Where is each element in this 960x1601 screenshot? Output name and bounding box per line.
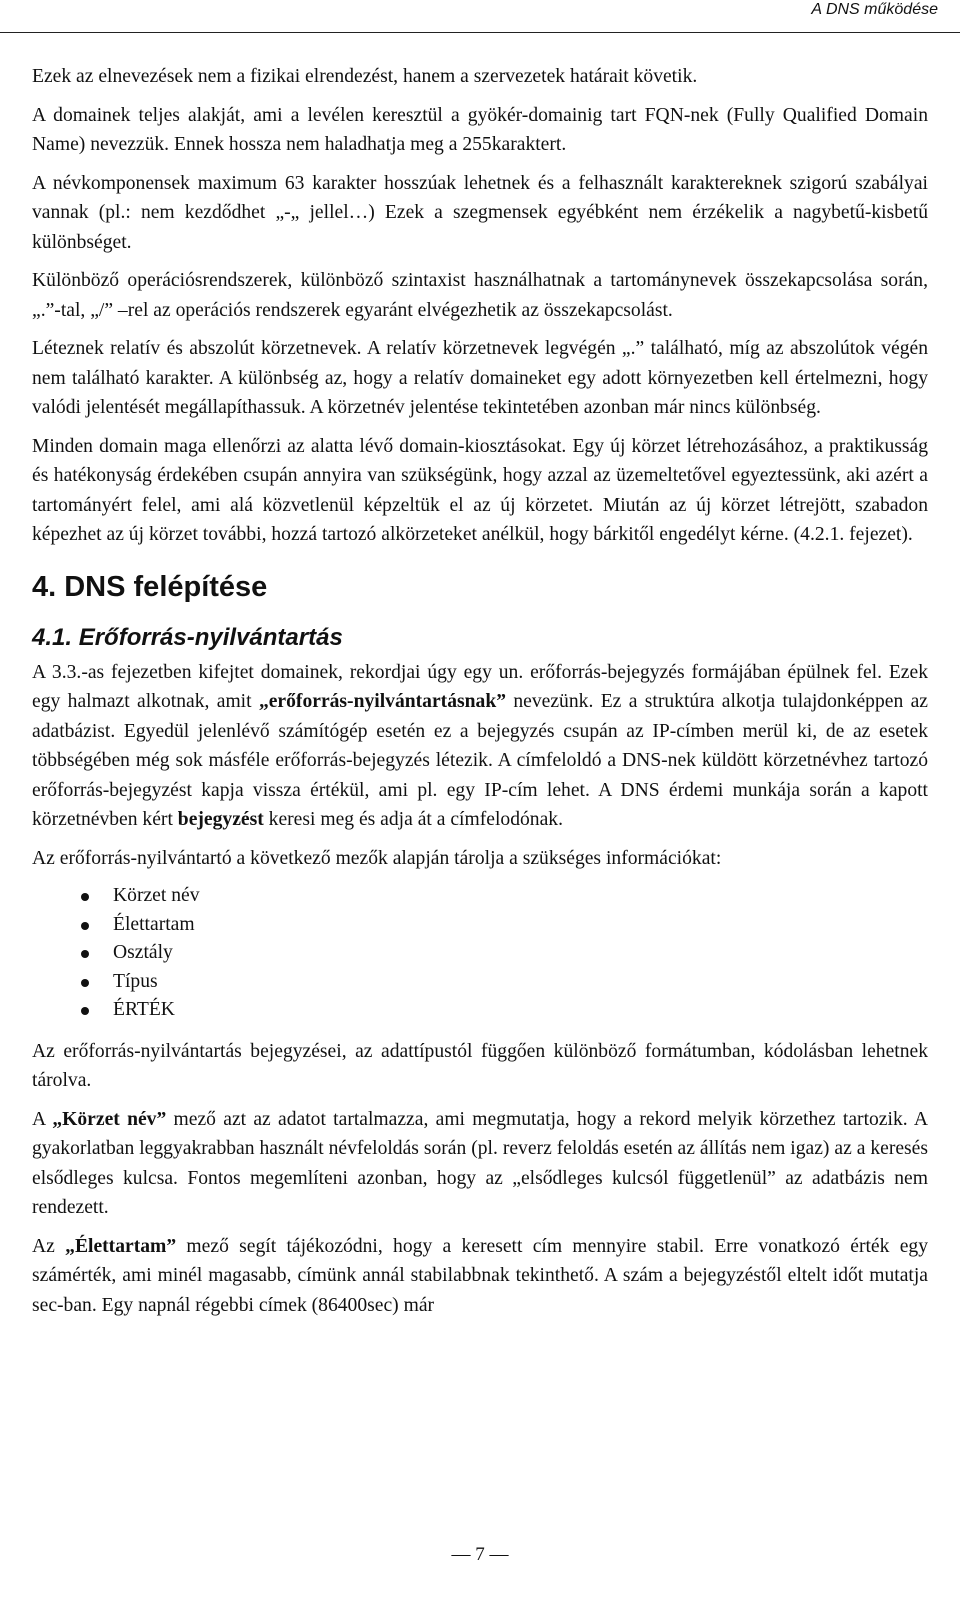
page-content [32, 62, 928, 1329]
paragraph-ttl [32, 1232, 928, 1321]
header-title: A DNS működése [811, 1, 938, 18]
page-number: — 7 — [451, 1544, 509, 1565]
list-item [81, 996, 928, 1025]
list-item [81, 911, 928, 940]
bold-term: „Körzet név” [52, 1108, 167, 1130]
paragraph-resource [32, 658, 928, 835]
paragraph: Az erőforrás-nyilvántartó a következő mezők alapján tárolja a szükséges információkat: [32, 847, 722, 869]
paragraph: Léteznek relatív és abszolút körzetnevek. A relatív körzetnevek legvégén „.” található, míg az abszolútok végén nem található karakter. A különbség az, hogy a relatív domaineket egy adott környezetben kell értelmezni, hogy valódi jelentését megállapíthassuk. A körzetnév jelentése tekintetében azonban már nincs különbség. [32, 338, 928, 418]
text-run: keresi meg és adja át a címfelodónak. [263, 809, 563, 830]
bold-term: „Élettartam” [65, 1235, 177, 1257]
paragraph: Különböző operációsrendszerek, különböző szintaxist használhatnak a tartománynevek összekapcsolása során, „.”-tal, „/” –rel az operációs rendszerek egyaránt elvégezhetik az összekapcsolást. [32, 270, 928, 321]
list-item-label: Körzet név [113, 885, 200, 906]
list-item [81, 968, 928, 997]
text-run: A 3.3.-as fejezetben kifejtet domainek, rekordjai úgy egy un. erőforrás-bejegyzés formájában épülnek fel. Ezek egy halmazt alkotnak, amit [32, 661, 928, 712]
paragraph: Minden domain maga ellenőrzi az alatta lévő domain-kiosztásokat. Egy új körzet létrehozásához, a praktikusság és hatékonyság érdekében csupán annyira van szükségünk, hogy azzal az üzemeltetővel egyeztessünk, aki azért a tartományért felel, ami alá közvetlenül képzeltük el az új körzetet. Miután az új körzet létrejött, szabadon képezhet az új körzet további, hozzá tartozó alkörzeteket anélkül, hogy bárkitől engedélyt kérne. (4.2.1. fejezet). [32, 435, 928, 545]
bullet-icon [81, 979, 89, 987]
page-header [0, 0, 960, 33]
text-run: Az [32, 1235, 66, 1257]
text-run: mező azt az adatot tartalmazza, ami megmutatja, hogy a rekord melyik körzethez tartozik. A gyakorlatban leggyakrabban használt névfeloldás során (pl. reverz feloldás esetén az állítás nem igaz) az a keresés elsődleges kulcsa. Fontos megemlíteni azonban, hogy az „elsődleges kulcsól függetlenül” az adatbázis nem rendezett. [32, 1108, 928, 1218]
text-run: A [32, 1108, 53, 1130]
subsection-heading: 4.1. Erőforrás-nyilvántartás [32, 623, 343, 651]
bullet-icon [81, 922, 89, 930]
bullet-icon [81, 1007, 89, 1015]
paragraph: A domainek teljes alakját, ami a levélen keresztül a gyökér-domainig tart FQN-nek (Fully Qualified Domain Name) nevezzük. Ennek hossza nem haladhatja meg a 255karaktert. [32, 104, 928, 155]
section-heading: 4. DNS felépítése [32, 570, 268, 603]
bold-term: bejegyzést [177, 809, 264, 830]
list-item [81, 939, 928, 968]
list-item-label: Osztály [113, 942, 173, 963]
paragraph: Ezek az elnevezések nem a fizikai elrendezést, hanem a szervezetek határait követik. [32, 66, 698, 87]
bullet-icon [81, 950, 89, 958]
list-item-label: Típus [113, 970, 158, 992]
text-run: mező segít tájékozódni, hogy a keresett cím mennyire stabil. Erre vonatkozó érték egy számérték, ami minél magasabb, címünk annál stabilabbnak tekinthető. A szám a bejegyzéstől eltelt időt mutatja sec-ban. Egy napnál régebbi címek (86400sec) már [32, 1235, 928, 1316]
list-item [81, 882, 928, 911]
text-run: nevezünk. Ez a struktúra alkotja tulajdonképpen az adatbázist. Egyedül jelenlévő számítógép esetén ez a bejegyzés csupán az IP-címben merül ki, de az esetek többségében még sok másféle erőforrás-bejegyzés létezik. A címfeloldó a DNS-nek küldött körzetnévhez tartozó erőforrás-bejegyzést kapja vissza értékül, ami pl. egy IP-cím lehet. A DNS érdemi munkája során a kapott körzetnévben kért [32, 691, 929, 830]
paragraph: A névkomponensek maximum 63 karakter hosszúak lehetnek és a felhasznált karaktereknek szigorú szabályai vannak (pl.: nem kezdődhet „-„ jellel…) Ezek a szegmensek egyébként nem érzékelik a nagybetű-kisbetű különbséget. [32, 172, 928, 253]
list-item-label: ÉRTÉK [113, 999, 175, 1020]
paragraph: Az erőforrás-nyilvántartás bejegyzései, az adattípustól függően különböző formátumban, kódolásban lehetnek tárolva. [32, 1040, 928, 1091]
paragraph-zone-name [32, 1105, 928, 1223]
bold-term: „erőforrás-nyilvántartásnak” [258, 691, 507, 712]
list-item-label: Élettartam [113, 913, 195, 935]
fields-list [32, 882, 928, 1025]
bullet-icon [81, 893, 89, 901]
